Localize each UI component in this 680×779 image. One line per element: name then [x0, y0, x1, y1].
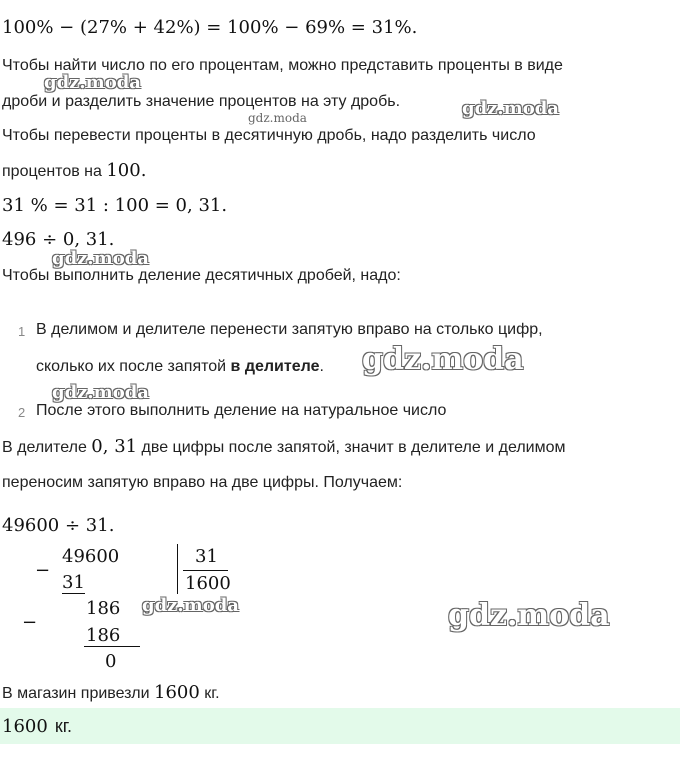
paragraph-line: переносим запятую вправо на две цифры. Получаем: — [2, 474, 403, 491]
paragraph-line: дроби и разделить значение процентов на эту дробь. — [2, 93, 401, 110]
bold-text: в делителе — [230, 358, 320, 375]
list-number: 1 — [18, 324, 26, 339]
text: сколько их после запятой — [36, 358, 231, 375]
equation-percent-to-decimal: 31 % = 31 : 100 = 0, 31. — [2, 195, 228, 216]
paragraph-line: Чтобы перевести проценты в десятичную дробь, надо разделить число — [2, 127, 536, 144]
paragraph-line: Чтобы выполнить деление десятичных дробей, надо: — [2, 267, 401, 284]
subtrahend: 186 — [86, 625, 121, 646]
answer-unit: кг. — [49, 716, 73, 736]
subtrahend: 31 — [62, 572, 85, 593]
minus-sign: − — [35, 560, 51, 581]
text: . — [319, 358, 324, 375]
paragraph-line — [2, 437, 565, 458]
watermark: gdz.moda — [462, 98, 559, 119]
watermark: gdz.moda — [52, 382, 149, 403]
watermark: gdz.moda — [448, 598, 610, 633]
dividend: 49600 — [62, 546, 120, 567]
equation-division: 496 ÷ 0, 31. — [2, 229, 115, 250]
watermark: gdz.moda — [362, 342, 524, 377]
final-remainder: 0 — [105, 651, 117, 672]
quotient: 1600 — [185, 573, 231, 594]
list-item-text — [36, 357, 324, 377]
paragraph-line: Чтобы найти число по его процентам, можно представить проценты в виде — [2, 57, 563, 74]
watermark: gdz.moda — [52, 248, 149, 269]
paragraph-line — [2, 161, 146, 182]
equation-division-integer: 49600 ÷ 31. — [2, 515, 115, 536]
list-item-text: В делимом и делителе перенести запятую вправо на столько цифр, — [36, 321, 543, 338]
watermark: gdz.moda — [142, 595, 239, 616]
paragraph-line — [2, 683, 220, 704]
math-inline: 0, 31 — [91, 436, 138, 457]
list-item-text: После этого выполнить деление на натуральное число — [36, 402, 447, 419]
equation-percent-remainder: 100% − (27% + 42%) = 100% − 69% = 31%. — [2, 17, 418, 38]
minus-sign: − — [22, 612, 38, 633]
watermark: gdz.moda — [44, 72, 141, 93]
remainder: 186 — [86, 598, 121, 619]
text: кг. — [199, 685, 220, 702]
math-inline: 100. — [106, 160, 147, 181]
text: В магазин привезли — [2, 685, 155, 702]
subtraction-line — [84, 646, 140, 647]
answer-number: 1600 — [2, 716, 48, 737]
text: процентов на — [2, 163, 107, 180]
division-vertical-line — [177, 544, 178, 594]
answer-box — [0, 708, 680, 744]
divisor-underline — [183, 570, 228, 571]
text: две цифры после запятой, значит в делителе и делимом — [137, 439, 566, 456]
text: В делителе — [2, 439, 92, 456]
watermark: gdz.moda — [248, 111, 307, 125]
math-inline: 1600 — [154, 682, 200, 703]
list-number: 2 — [18, 405, 26, 420]
divisor: 31 — [195, 546, 218, 567]
